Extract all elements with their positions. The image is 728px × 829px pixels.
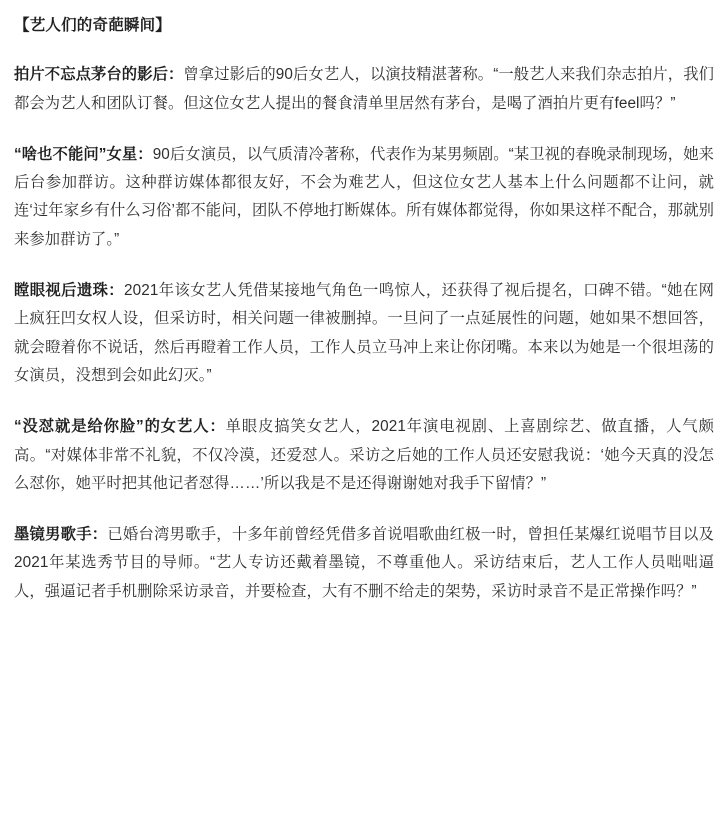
paragraph-body: 曾拿过影后的90后女艺人，以演技精湛著称。“一般艺人来我们杂志拍片，我们都会为艺人和团队订餐。但这位女艺人提出的餐食清单里居然有茅台，是喝了酒拍片更有feel吗？”: [14, 66, 714, 112]
paragraph-lead: “啥也不能问”女星：: [14, 145, 153, 163]
paragraph-lead: “没怼就是给你脸”的女艺人：: [14, 418, 226, 436]
article-paragraph: [14, 141, 714, 254]
paragraph-body: 90后女演员，以气质清冷著称，代表作为某男频剧。“某卫视的春晚录制现场，她来后台参加群访。这种群访媒体都很友好，不会为难艺人，但这位女艺人基本上什么问题都不让问，就连‘过年家乡有什么习俗’都不能问，团队不停地打断媒体。所有媒体都觉得，你如果这样不配合，那就别来参加群访了。”: [14, 145, 714, 248]
paragraph-lead: 瞠眼视后遗珠：: [14, 282, 125, 300]
paragraph-body: 单眼皮搞笑女艺人，2021年演电视剧、上喜剧综艺、做直播，人气颇高。“对媒体非常不礼貌，不仅冷漠，还爱怼人。采访之后她的工作人员还安慰我说：‘她今天真的没怎么怼你，她平时把其他记者怼得……’所以我是不是还得谢谢她对我手下留情？”: [14, 418, 714, 492]
article-paragraph: [14, 61, 714, 118]
paragraph-body: 已婚台湾男歌手，十多年前曾经凭借多首说唱歌曲红极一时，曾担任某爆红说唱节目以及2021年某选秀节目的导师。“艺人专访还戴着墨镜，不尊重他人。采访结束后，艺人工作人员咄咄逼人，强逼记者手机删除采访录音，并要检查，大有不删不给走的架势，采访时录音不是正常操作吗？”: [14, 526, 714, 600]
page-title: 【艺人们的奇葩瞬间】: [14, 17, 172, 34]
article-paragraph: [14, 413, 714, 498]
article-paragraph: [14, 277, 714, 390]
article-paragraph: [14, 521, 714, 606]
paragraph-lead: 拍片不忘点茅台的影后：: [14, 66, 184, 84]
paragraph-body: 2021年该女艺人凭借某接地气角色一鸣惊人，还获得了视后提名，口碑不错。“她在网上疯狂凹女权人设，但采访时，相关问题一律被删掉。一旦问了一点延展性的问题，她如果不想回答，就会瞪着你不说话，然后再瞪着工作人员，工作人员立马冲上来让你闭嘴。本来以为她是一个很坦荡的女演员，没想到会如此幻灭。”: [14, 282, 714, 384]
paragraph-lead: 墨镜男歌手：: [14, 526, 108, 544]
